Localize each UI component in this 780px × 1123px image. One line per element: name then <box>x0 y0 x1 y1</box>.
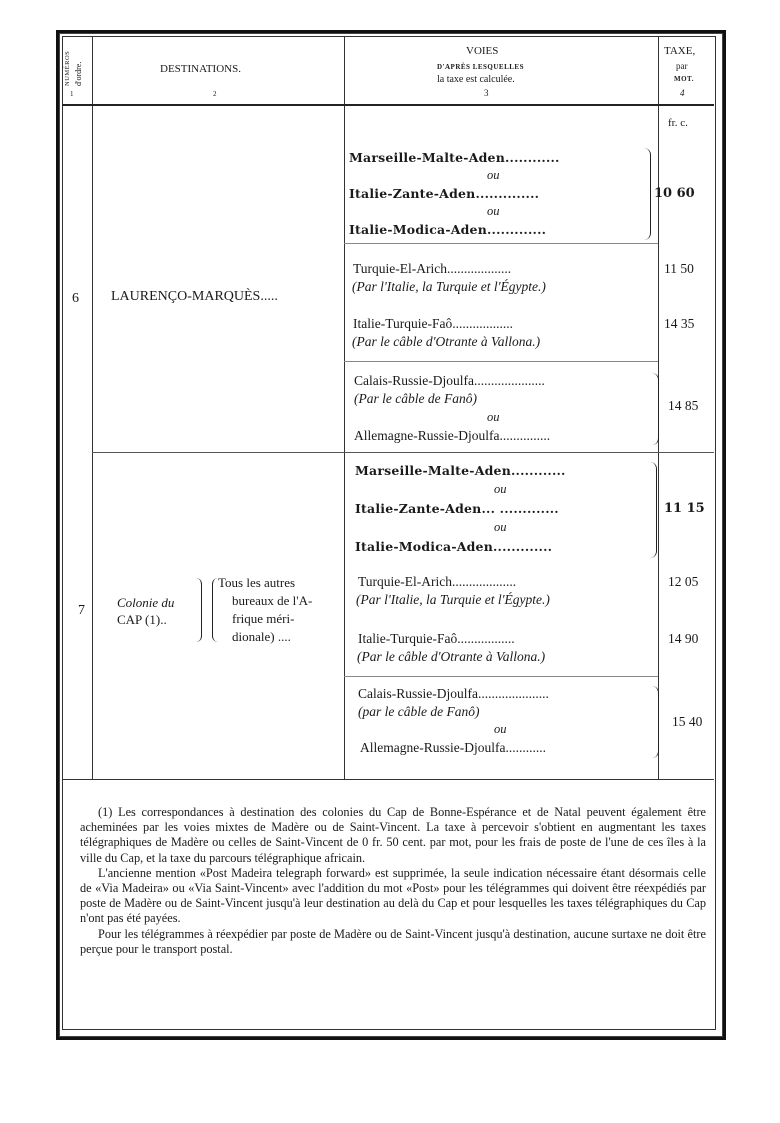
route-note: (Par l'Italie, la Turquie et l'Égypte.) <box>356 592 550 607</box>
entry-6-number: 6 <box>72 291 79 306</box>
header-destinations: DESTINATIONS. <box>160 63 241 75</box>
route-line: Turquie-El-Arich................... <box>358 574 517 589</box>
col-divider-2 <box>344 36 345 779</box>
tax-value: 10 60 <box>654 186 695 201</box>
route-line: Allemagne-Russie-Djoulfa............ <box>360 740 546 755</box>
route-line: Italie-Modica-Aden............. <box>355 539 553 554</box>
entry-6-destination: LAURENÇO-MARQUÈS..... <box>111 289 278 304</box>
route-line: Italie-Turquie-Faô................. <box>358 631 515 646</box>
route-ou: ou <box>494 482 507 496</box>
entry-7-destination-c: dionale) .... <box>232 629 291 644</box>
header-rule <box>62 104 714 106</box>
route-line: Italie-Modica-Aden............. <box>349 222 547 237</box>
table-bottom-rule <box>62 779 714 780</box>
header-taxe-index: 4 <box>680 88 685 98</box>
route-line: Allemagne-Russie-Djoulfa............... <box>354 428 551 443</box>
header-taxe-mot: MOT. <box>674 75 694 83</box>
route-note: (Par le câble d'Otrante à Vallona.) <box>357 649 546 664</box>
route-ou: ou <box>487 204 500 218</box>
entry-separator <box>92 452 714 453</box>
group-brace <box>652 686 659 758</box>
header-voies: VOIES <box>466 45 499 57</box>
tax-value: 14 35 <box>664 316 695 331</box>
entry-7-destination-a: Colonie du <box>117 595 175 610</box>
destination-brace <box>196 578 202 642</box>
header-order-label: d'ordre. <box>74 61 83 86</box>
route-line: Italie-Turquie-Faô.................. <box>353 316 513 331</box>
tax-value: 11 50 <box>664 261 694 276</box>
footnote-paragraph: Pour les télégrammes à réexpédier par poste de Madère ou de Saint-Vincent jusqu'à destination, aucune surtaxe ne doit être perçue pour le transport postal. <box>80 926 706 956</box>
header-voies-index: 3 <box>484 88 489 98</box>
tax-value: 11 15 <box>664 501 705 516</box>
route-line: Calais-Russie-Djoulfa..................... <box>358 686 549 701</box>
route-line: Marseille-Malte-Aden............ <box>355 463 566 478</box>
route-note: (Par le câble de Fanô) <box>354 391 477 406</box>
header-taxe: TAXE, <box>664 45 696 57</box>
route-line: Turquie-El-Arich................... <box>353 261 512 276</box>
tax-value: 14 85 <box>668 398 699 413</box>
route-note: (Par l'Italie, la Turquie et l'Égypte.) <box>352 279 546 294</box>
entry-7-destination-c: bureaux de l'A- <box>232 593 313 608</box>
route-line: Calais-Russie-Djoulfa..................... <box>354 373 545 388</box>
header-voies-sub2: la taxe est calculée. <box>437 74 515 85</box>
footnote-paragraph: L'ancienne mention «Post Madeira telegraph forward» est supprimée, la seule indication nécessaire étant désormais celle de «Via Madeira» ou «Via Saint-Vincent» avec l'addition du mot «Post» pour les télégrammes qui doivent être réexpédiés par poste de Madère ou de Saint-Vincent jusqu'à leur destination au delà du Cap et pour lesquelles les taxes télégraphiques du Cap n'ont pas été payées. <box>80 865 706 926</box>
entry-7-destination-c: frique méri- <box>232 611 295 626</box>
route-line: Italie-Zante-Aden... ............. <box>355 501 559 516</box>
group-brace <box>652 373 659 445</box>
tax-value: 14 90 <box>668 631 699 646</box>
header-numbers-label: NUMÉROS <box>64 50 71 86</box>
group-rule <box>344 243 658 244</box>
footnote-paragraph: (1) Les correspondances à destination des colonies du Cap de Bonne-Espérance et de Natal peuvent également être acheminées par les voies mixtes de Madère ou de Saint-Vincent. La taxe à percevoir s'obtient en augmentant les taxes télégraphiques de Madère ou celles de Saint-Vincent de 0 fr. 50 cent. par mot, pour les frais de poste de l'une de ces îles à la ville du Cap, et la taxe du parcours télégraphique africain. <box>80 805 706 865</box>
route-note: (Par le câble d'Otrante à Vallona.) <box>352 334 541 349</box>
col-divider-1 <box>92 36 93 779</box>
units-label: fr. c. <box>668 117 688 129</box>
footnote <box>80 805 706 957</box>
header-taxe-par: par <box>676 61 688 71</box>
header-numbers-index: 1 <box>70 90 74 98</box>
route-line: Marseille-Malte-Aden............ <box>349 150 560 165</box>
route-ou: ou <box>494 520 507 534</box>
group-rule <box>344 676 658 677</box>
route-line: Italie-Zante-Aden.............. <box>349 186 540 201</box>
group-brace <box>644 148 651 240</box>
group-rule <box>344 361 658 362</box>
header-voies-sub1: D'APRÈS LESQUELLES <box>437 63 524 71</box>
route-ou: ou <box>487 168 500 182</box>
route-ou: ou <box>487 410 500 424</box>
entry-7-destination-b: CAP (1).. <box>117 612 167 627</box>
tax-value: 15 40 <box>672 714 703 729</box>
entry-7-destination-c: Tous les autres <box>218 575 296 590</box>
tax-value: 12 05 <box>668 574 699 589</box>
group-brace <box>650 462 657 558</box>
route-ou: ou <box>494 722 507 736</box>
entry-7-number: 7 <box>78 603 85 618</box>
header-destinations-index: 2 <box>213 90 217 98</box>
route-note: (par le câble de Fanô) <box>358 704 480 719</box>
